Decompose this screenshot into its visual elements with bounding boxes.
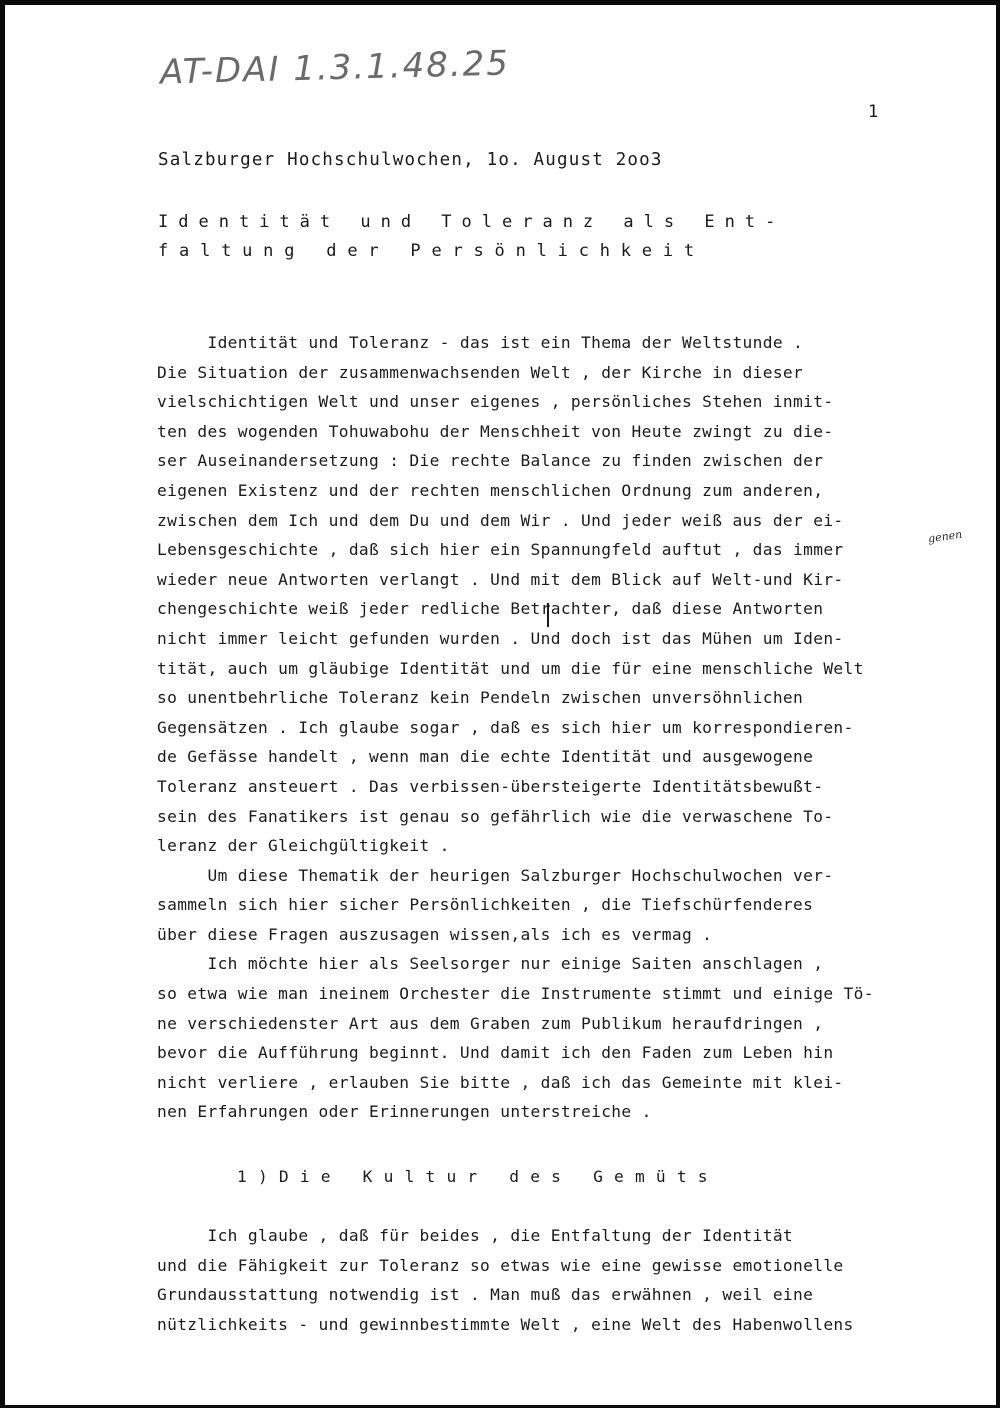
body-line: Um diese Thematik der heurigen Salzburger Hochschulwochen ver- [157,865,834,885]
body-line: nicht verliere , erlauben Sie bitte , daß ich das Gemeinte mit klei- [157,1072,844,1092]
scan-edge-top [0,0,1000,5]
paragraphs-block [157,328,972,1127]
body-line: nicht immer leicht gefunden wurden . Und doch ist das Mühen um Iden- [157,628,844,648]
section-heading-block [157,1162,972,1192]
body-line: Grundausstattung notwendig ist . Man muß das erwähnen , weil eine [157,1285,814,1305]
body-line: de Gefässe handelt , wenn man die echte Identität und ausgewogene [157,747,814,767]
body-line: so etwa wie man ineinem Orchester die Instrumente stimmt und einige Tö- [157,984,874,1004]
body-line: nützlichkeits - und gewinnbestimmte Welt , eine Welt des Habenwollens [157,1314,854,1334]
body-line: Ich glaube , daß für beides , die Entfaltung der Identität [157,1226,794,1245]
body-line: sein des Fanatikers ist genau so gefährlich wie die verwaschene To- [157,806,834,826]
body-line: ne verschiedenster Art aus dem Graben zum Publikum heraufdringen , [157,1013,824,1033]
body-line: leranz der Gleichgültigkeit . [157,836,450,856]
body-line: Gegensätzen . Ich glaube sogar , daß es sich hier um korrespondieren- [157,717,854,737]
body-line: und die Fähigkeit zur Toleranz so etwas wie eine gewisse emotionelle [157,1255,844,1275]
page-number: 1 [868,102,879,122]
dateline: Salzburger Hochschulwochen, 1o. August 2oo3 [158,150,663,170]
body-line: Die Situation der zusammenwachsenden Welt , der Kirche in dieser [157,362,804,382]
section-body [157,1221,972,1339]
body-line: vielschichtigen Welt und unser eigenes , persönliches Stehen inmit- [157,392,834,412]
title-line-1: Identität und Toleranz als Ent- [158,212,786,232]
section-heading: 1)Die Kultur des Gemüts [237,1167,719,1186]
body-line: so unentbehrliche Toleranz kein Pendeln zwischen unversöhnlichen [157,688,804,708]
body-line: chengeschichte weiß jeder redliche Betrachter, daß diese Antworten [157,599,824,619]
body-line: Ich möchte hier als Seelsorger nur einige Saiten anschlagen , [157,954,824,974]
body-line: sammeln sich hier sicher Persönlichkeiten , die Tiefschürfenderes [157,895,814,915]
body-line: ser Auseinandersetzung : Die rechte Balance zu finden zwischen der [157,451,824,471]
body-line: über diese Fragen auszusagen wissen,als ich es vermag . [157,924,713,944]
body-line: Toleranz ansteuert . Das verbissen-übersteigerte Identitätsbewußt- [157,776,824,796]
body-line: nen Erfahrungen oder Erinnerungen unterstreiche . [157,1102,652,1122]
body-line: eigenen Existenz und der rechten menschlichen Ordnung zum anderen, [157,480,824,500]
body-line: bevor die Aufführung beginnt. Und damit ich den Faden zum Leben hin [157,1043,834,1063]
body-line: ten des wogenden Tohuwabohu der Menschheit von Heute zwingt zu die- [157,421,834,441]
title-line-2: faltung der Persönlichkeit [158,241,705,261]
body-line: zwischen dem Ich und dem Du und dem Wir . Und jeder weiß aus der ei- [157,510,844,530]
body-line: tität, auch um gläubige Identität und um die für eine menschliche Welt [157,658,864,678]
scan-edge-right [996,0,1000,1408]
body-line: Lebensgeschichte , daß sich hier ein Spannungfeld auftut , das immer [157,540,844,560]
body-line: Identität und Toleranz - das ist ein Thema der Weltstunde . [157,333,804,352]
body-line: wieder neue Antworten verlangt . Und mit dem Blick auf Welt-und Kir- [157,569,844,589]
handwritten-insertion: genen [927,527,963,546]
scan-edge-left [0,0,5,1408]
archive-signature: AT-DAI 1.3.1.48.25 [159,43,511,93]
